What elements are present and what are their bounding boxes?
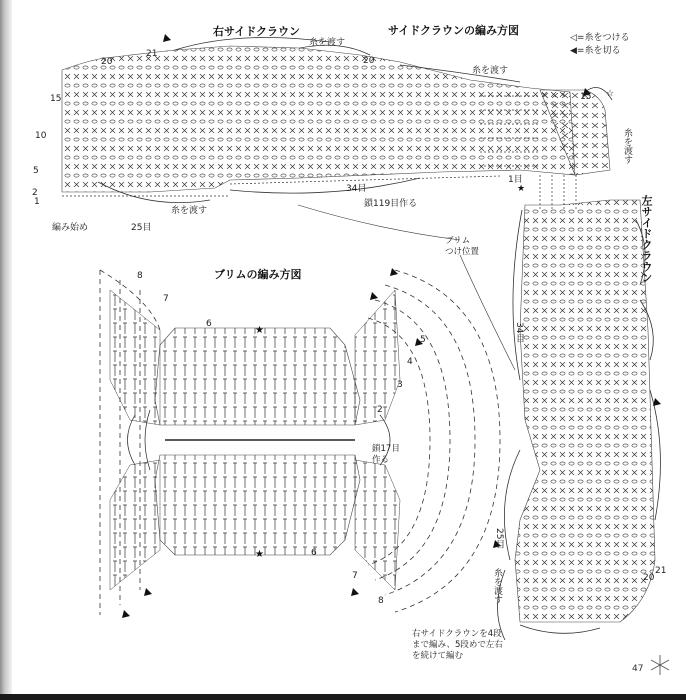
legend-attach-yarn: ◁=糸をつける: [570, 33, 630, 43]
brim-row-number: 2: [377, 405, 383, 415]
label-pass-yarn-left-vertical: 糸を渡す: [492, 568, 502, 604]
left-side-crown-chart: [498, 175, 661, 640]
row-number: 20: [363, 56, 375, 66]
row-number: 2: [32, 188, 38, 198]
brim-row-number: 7: [163, 294, 169, 304]
brim-row-number: 6: [206, 319, 212, 329]
row-number: 20: [101, 57, 113, 67]
title-side-crown-diagram: サイドクラウンの編み方図: [388, 24, 520, 37]
title-right-side-crown: 右サイドクラウン: [213, 25, 301, 38]
brim-row-number: 8: [378, 596, 384, 606]
brim-row-number: 5: [420, 335, 426, 345]
label-count-25: 25目: [131, 223, 152, 233]
label-count-34: 34目: [346, 184, 367, 194]
row-number: 15: [580, 92, 592, 102]
row-number: 5: [33, 166, 39, 176]
svg-text:☆: ☆: [606, 89, 615, 99]
legend-cut-yarn: ◀=糸を切る: [570, 46, 621, 56]
svg-text:★: ★: [517, 184, 526, 194]
row-number: 15: [50, 94, 62, 104]
right-side-crown-chart: [62, 38, 615, 203]
brim-row-number: 6: [311, 548, 317, 558]
row-number: 10: [35, 131, 47, 141]
label-brim-position: ブリム つけ位置: [445, 236, 480, 257]
label-chain-119: 鎖119目作る: [364, 199, 418, 209]
page-number: 47: [632, 664, 644, 674]
label-pass-yarn-bottom: 糸を渡す: [171, 206, 208, 216]
svg-text:★: ★: [255, 325, 264, 336]
page-bottom-edge: [0, 694, 686, 700]
label-count-25-vertical: 25目: [494, 528, 504, 549]
label-row-1: 1目: [508, 175, 523, 185]
snowflake-icon: [651, 655, 669, 675]
row-number: 21: [146, 49, 158, 59]
row-number: 21: [655, 566, 667, 576]
label-pass-yarn-right: 糸を渡す: [472, 66, 509, 76]
label-count-34-vertical: 34目: [514, 322, 524, 343]
title-left-side-crown: 左サイドクラウン: [640, 195, 653, 283]
brim-row-number: 7: [352, 571, 358, 581]
label-start-knitting: 編み始め: [52, 223, 89, 233]
label-pass-yarn-right-vertical: 糸を渡す: [622, 128, 632, 164]
brim-row-number: 4: [407, 357, 413, 367]
row-number: 20: [643, 573, 655, 583]
label-pass-yarn-top: 糸を渡す: [309, 38, 346, 48]
brim-row-number: 3: [397, 380, 403, 390]
instruction-note: 右サイドクラウンを4段 まで編み、5段めで左右 を続けて編む: [412, 629, 503, 661]
title-brim-diagram: ブリムの編み方図: [214, 268, 302, 281]
svg-text:★: ★: [255, 549, 264, 560]
row-number: 1: [34, 197, 40, 207]
label-chain-17: 鎖17目 作る: [372, 444, 400, 465]
brim-row-number: 8: [137, 271, 143, 281]
